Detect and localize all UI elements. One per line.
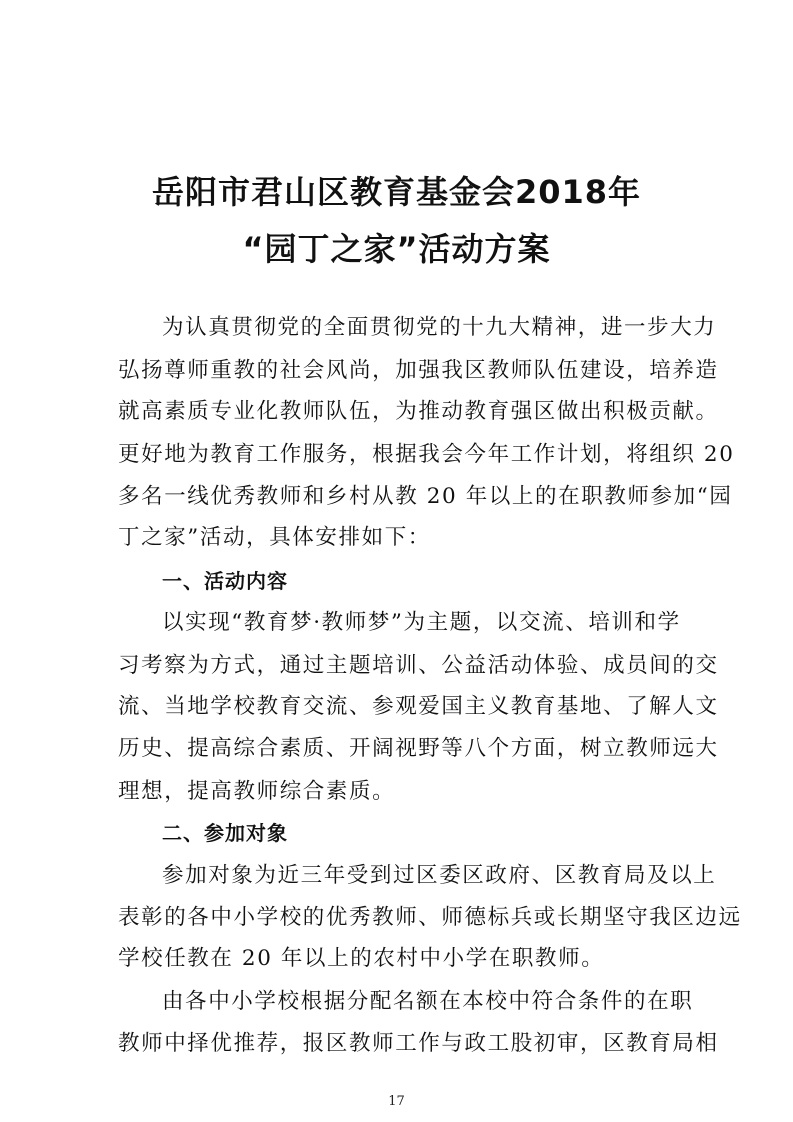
section2-paragraph-line: 学校任教在 20 年以上的农村中小学在职教师。 (118, 946, 605, 972)
intro-paragraph-line: 就高素质专业化教师队伍，为推动教育强区做出积极贡献。 (118, 399, 719, 425)
section1-paragraph-line: 理想，提高教师综合素质。 (118, 778, 396, 804)
intro-paragraph-line: 更好地为教育工作服务，根据我会今年工作计划，将组织 20 (118, 442, 735, 468)
section1-paragraph-line: 流、当地学校教育交流、参观爱国主义教育基地、了解人文 (118, 694, 719, 720)
page-number: 17 (388, 1094, 405, 1109)
document-title-line-2: “园丁之家”活动方案 (242, 230, 551, 268)
section1-paragraph-line: 习考察为方式，通过主题培训、公益活动体验、成员间的交 (118, 652, 719, 678)
intro-paragraph-line: 多名一线优秀教师和乡村从教 20 年以上的在职教师参加“园 (118, 483, 733, 509)
section-heading-activity-content: 一、活动内容 (162, 569, 288, 594)
section1-paragraph-line: 历史、提高综合素质、开阔视野等八个方面，树立教师远大 (118, 735, 719, 761)
section1-paragraph-line: 以实现“教育梦·教师梦”为主题，以交流、培训和学 (162, 609, 681, 635)
section2-paragraph-line: 参加对象为近三年受到过区委区政府、区教育局及以上 (162, 863, 717, 889)
section-heading-participants: 二、参加对象 (162, 821, 288, 846)
intro-paragraph-line: 丁之家”活动，具体安排如下： (118, 525, 431, 551)
intro-paragraph-line: 弘扬尊师重教的社会风尚，加强我区教师队伍建设，培养造 (118, 357, 719, 383)
section2-paragraph-2-line: 由各中小学校根据分配名额在本校中符合条件的在职 (162, 989, 694, 1015)
section2-paragraph-line: 表彰的各中小学校的优秀教师、师德标兵或长期坚守我区边远 (118, 904, 742, 930)
intro-paragraph-line: 为认真贯彻党的全面贯彻党的十九大精神，进一步大力 (162, 315, 717, 340)
document-title-line-1: 岳阳市君山区教育基金会2018年 (151, 173, 642, 211)
section2-paragraph-2-line: 教师中择优推荐，报区教师工作与政工股初审，区教育局相 (118, 1030, 719, 1056)
